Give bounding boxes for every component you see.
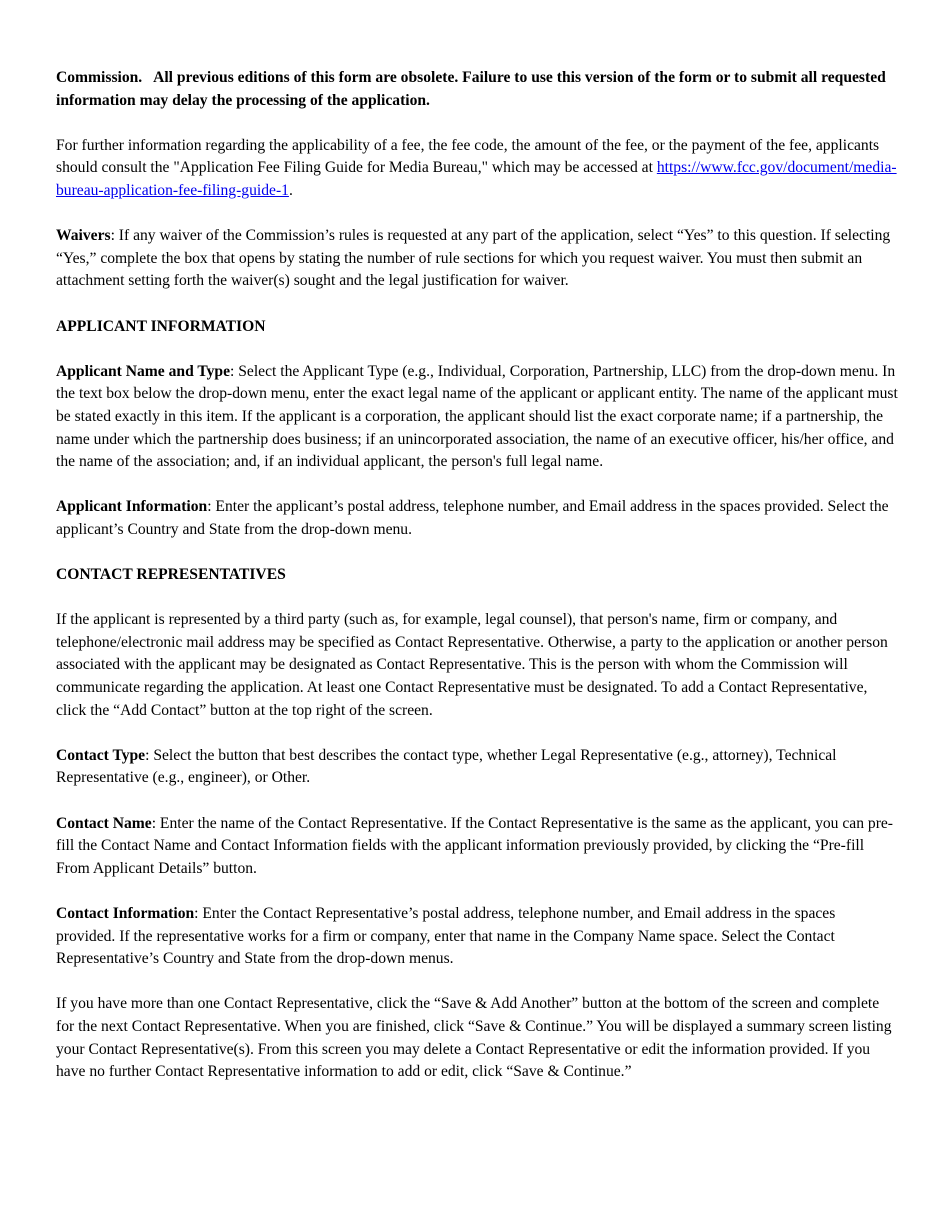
contact-information-text: : Enter the Contact Representative’s postal address, telephone number, and Email address in the spaces provided. If the representative works for a firm or company, enter that name in the Company Name space. Select the Contact Representative’s Country and State from the drop-down menus. [56, 904, 836, 968]
intro-paragraph [56, 67, 898, 112]
contact-type-lead: Contact Type [56, 746, 146, 764]
multiple-contacts-paragraph: If you have more than one Contact Representative, click the “Save & Add Another” button at the bottom of the screen and complete for the next Contact Representative. When you are finished, click “Save & Continue.” You will be displayed a summary screen listing your Contact Representative(s). From this screen you may delete a Contact Representative or edit the information provided. If you have no further Contact Representative information to add or edit, click “Save & Continue.” [56, 995, 892, 1081]
contact-name-text: : Enter the name of the Contact Representative. If the Contact Representative is the same as the applicant, you can pre-fill the Contact Name and Contact Information fields with the applicant information previously provided, by clicking the “Pre-fill From Applicant Details” button. [56, 814, 894, 877]
waivers-paragraph [56, 225, 898, 293]
applicant-information-paragraph [56, 496, 898, 541]
contact-type-paragraph [56, 745, 898, 790]
applicant-name-type-text: : Select the Applicant Type (e.g., Individual, Corporation, Partnership, LLC) from the drop-down menu. In the text box below the drop-down menu, enter the exact legal name of the applicant or applicant entity. The name of the applicant must be stated exactly in this item. If the applicant is a corporation, the applicant should list the exact corporate name; if a partnership, the name under which the partnership does business; if an unincorporated association, the name of an executive officer, his/her office, and the name of the association; and, if an individual applicant, the person's full legal name. [56, 362, 898, 471]
applicant-information-text: : Enter the applicant’s postal address, telephone number, and Email address in the spaces provided. Select the applicant’s Country and State from the drop-down menu. [56, 498, 889, 538]
intro-text: All previous editions of this form are obsolete. Failure to use this version of the form or to submit all requested information may delay the processing of the application. [56, 69, 886, 109]
waivers-lead: Waivers [56, 227, 111, 245]
applicant-information-lead: Applicant Information [56, 498, 208, 516]
contact-type-text: : Select the button that best describes the contact type, whether Legal Representative (e.g., attorney), Technical Representative (e.g., engineer), or Other. [56, 746, 837, 787]
fee-guide-link[interactable]: https://www.fcc.gov/document/media-bureau-application-fee-filing-guide-1 [56, 159, 897, 199]
contact-representatives-heading: CONTACT REPRESENTATIVES [56, 566, 286, 584]
document-page [56, 67, 898, 1106]
contact-information-lead: Contact Information [56, 904, 195, 922]
contact-information-paragraph [56, 903, 898, 971]
contact-intro-paragraph: If the applicant is represented by a third party (such as, for example, legal counsel), that person's name, firm or company, and telephone/electronic mail address may be specified as Contact Representative. Otherwise, a party to the application or another person associated with the applicant may be designated as Contact Representative. This is the person with whom the Commission will communicate regarding the application. At least one Contact Representative must be designated. To add a Contact Representative, click the “Add Contact” button at the top right of the screen. [56, 611, 888, 719]
applicant-name-type-paragraph [56, 361, 898, 474]
fee-info-paragraph [56, 135, 898, 203]
contact-name-lead: Contact Name [56, 814, 152, 832]
fee-info-text: For further information regarding the applicability of a fee, the fee code, the amount of the fee, or the payment of the fee, applicants should consult the "Application Fee Filing Guide for Media Bureau," which may be accessed at [56, 136, 880, 177]
waivers-text: : If any waiver of the Commission’s rules is requested at any part of the application, select “Yes” to this question. If selecting “Yes,” complete the box that opens by stating the number of rule sections for which you request waiver. You must then submit an attachment setting forth the waiver(s) sought and the legal justification for waiver. [56, 227, 891, 290]
fee-info-after-link: . [288, 181, 293, 199]
applicant-name-type-lead: Applicant Name and Type [56, 362, 231, 380]
intro-lead: Commission. [56, 69, 143, 86]
applicant-information-heading: APPLICANT INFORMATION [56, 317, 266, 335]
contact-name-paragraph [56, 813, 898, 881]
